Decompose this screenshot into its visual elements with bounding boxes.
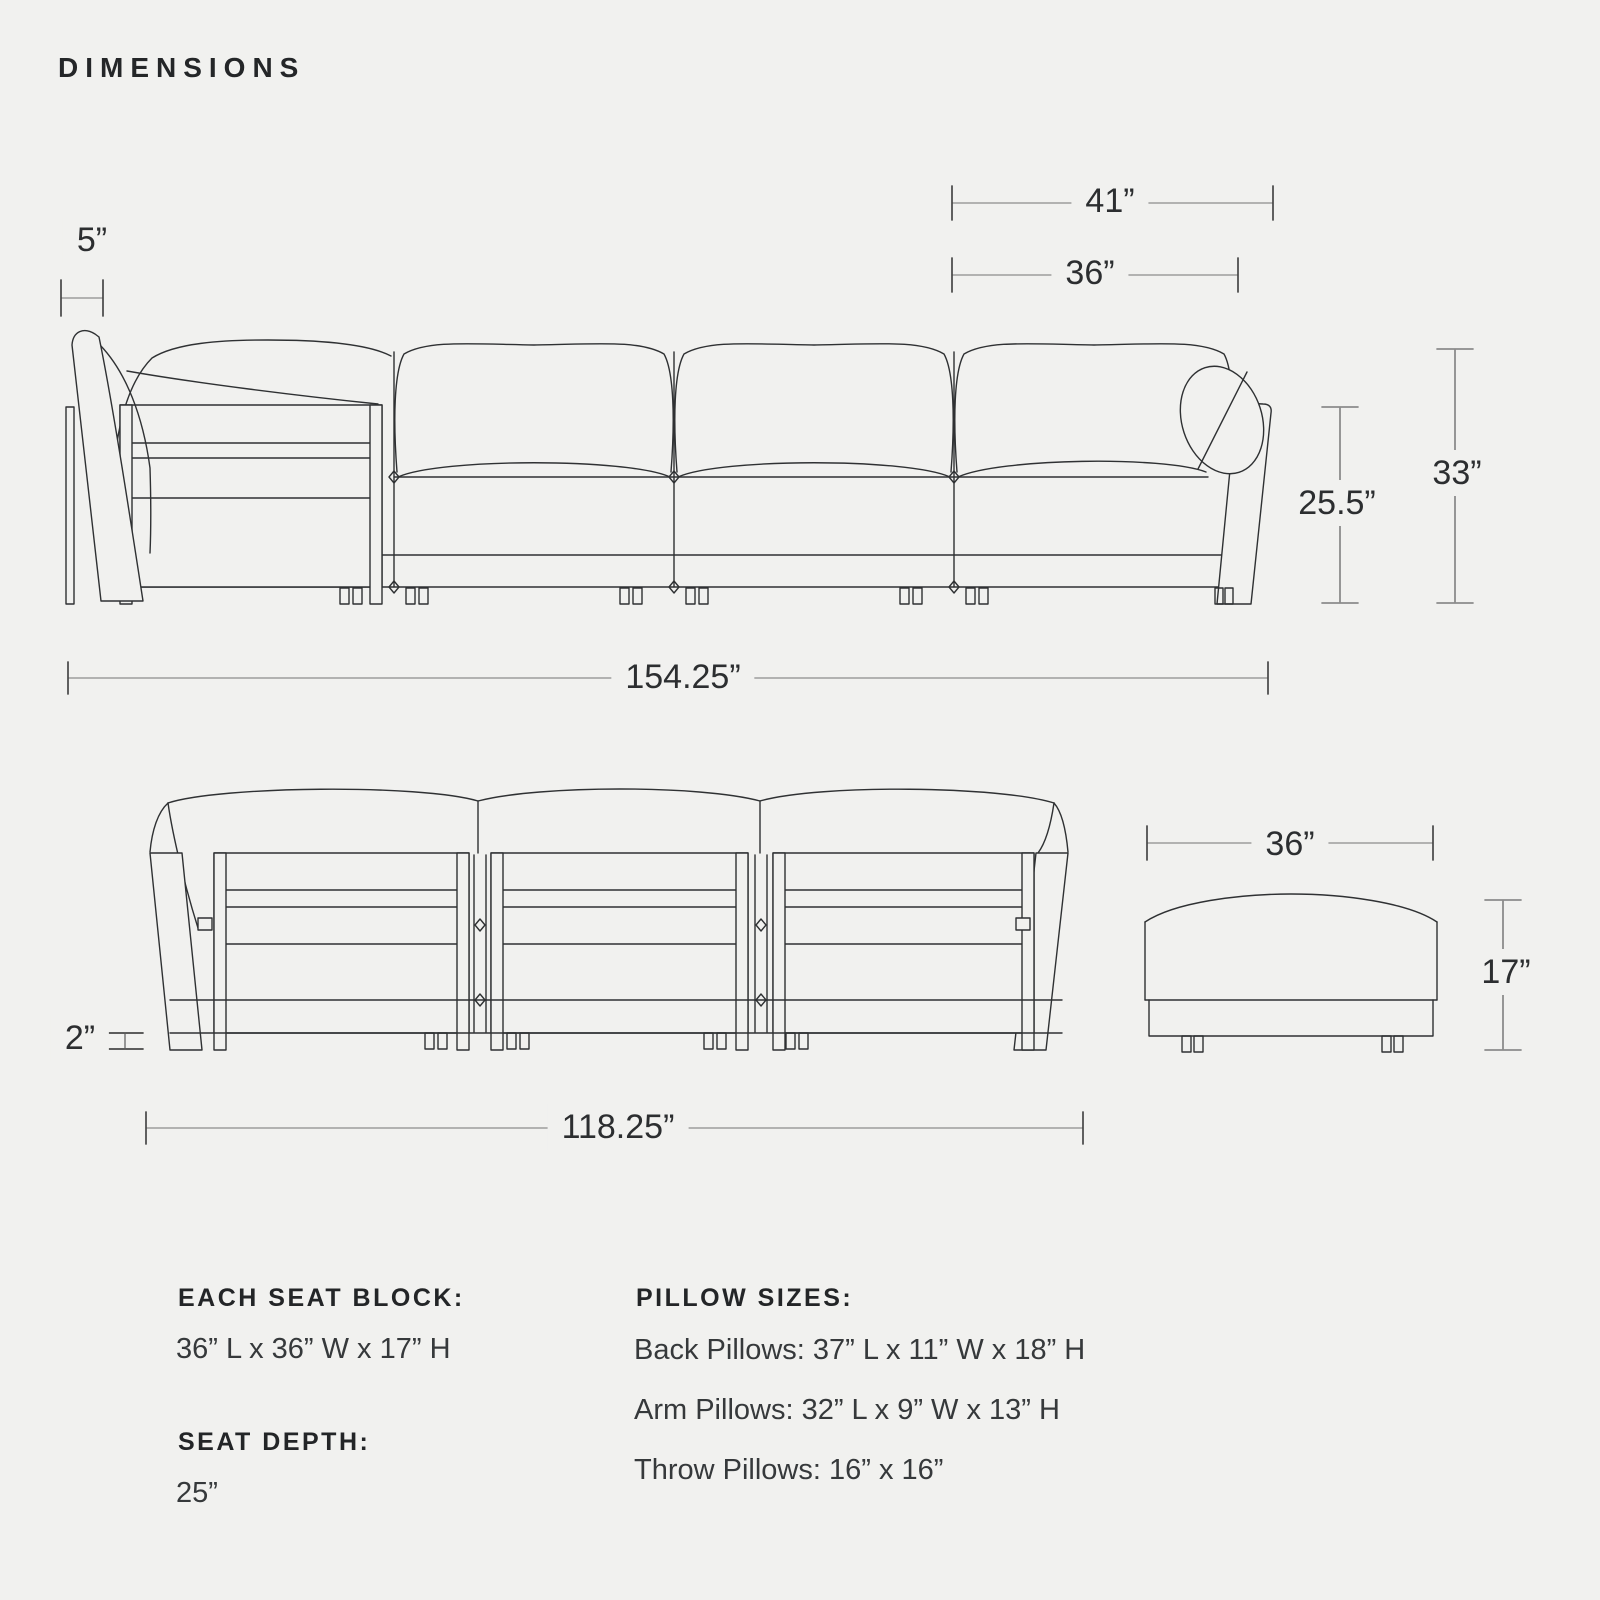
module-seam (394, 352, 954, 587)
dim-label-41: 41” (1071, 178, 1148, 224)
ottoman-legs (1182, 1036, 1403, 1052)
dim-label-arm-width: 5” (63, 217, 121, 263)
pillow-item-throw: Throw Pillows: 16” x 16” (634, 1454, 944, 1486)
pillow-heading: PILLOW SIZES: (636, 1284, 854, 1312)
dim-label-36-top: 36” (1051, 250, 1128, 296)
back-cushion (395, 344, 673, 472)
left-outer-stile (66, 407, 74, 604)
corner-frame (106, 405, 382, 604)
back-legs (425, 1033, 808, 1049)
seat-depth-heading: SEAT DEPTH: (178, 1428, 371, 1456)
back-cushion-wave (168, 789, 1054, 803)
dim-label-back-length: 118.25” (548, 1104, 689, 1150)
dim-label-leg-height: 2” (51, 1015, 109, 1061)
dim-label-ottoman-width: 36” (1251, 821, 1328, 867)
ottoman-base (1149, 1000, 1433, 1036)
cushion-end-curve (150, 803, 168, 852)
sofa-legs (340, 588, 1233, 604)
corner-far-cushion-edge (127, 371, 378, 404)
back-cushion (675, 344, 953, 472)
sofa-side-view (66, 331, 1277, 604)
seat-cushion-arc (398, 463, 670, 477)
seat-cushion-arc (678, 463, 950, 477)
cushion-end-curve (1054, 803, 1068, 852)
dim-label-back-height: 25.5” (1284, 480, 1390, 526)
back-left-arm (150, 853, 202, 1050)
dim-label-ottoman-height: 17” (1467, 949, 1544, 995)
sofa-back-view (150, 789, 1068, 1050)
seat-cushion-arc (958, 461, 1206, 477)
cushion-side-sweep (1038, 803, 1054, 853)
ottoman-cushion-top (1145, 894, 1437, 922)
ottoman-view (1145, 894, 1437, 1052)
pillow-item-back: Back Pillows: 37” L x 11” W x 18” H (634, 1334, 1086, 1366)
pillow-item-arm: Arm Pillows: 32” L x 9” W x 13” H (634, 1394, 1060, 1426)
seat-depth-value: 25” (176, 1477, 218, 1509)
cushion-dip-seam (478, 801, 760, 853)
back-frame-modules (214, 853, 1034, 1050)
dim-label-overall-length: 154.25” (611, 654, 754, 700)
seat-block-heading: EACH SEAT BLOCK: (178, 1284, 465, 1312)
ottoman-cushion-sides (1145, 922, 1437, 1000)
dim-label-overall-height: 33” (1418, 450, 1495, 496)
seat-block-value: 36” L x 36” W x 17” H (176, 1333, 451, 1365)
page-title: DIMENSIONS (58, 52, 306, 83)
